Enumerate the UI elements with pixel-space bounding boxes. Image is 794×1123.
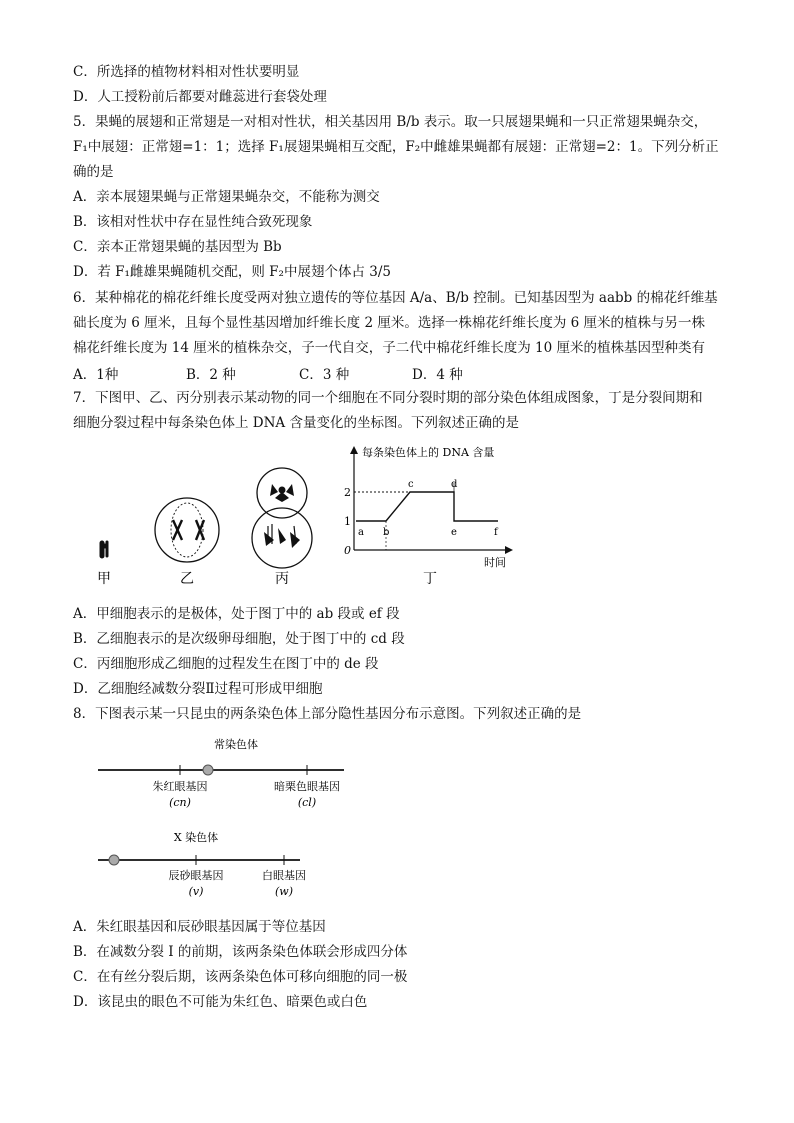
q5-option-d: D．若 F₁雌雄果蝇随机交配，则 F₂中展翅个体占 3/5 [73,264,391,280]
q5-stem-line3: 确的是 [73,164,114,180]
q7-figure [0,440,794,600]
gene-cl-symbol: (cl) [297,796,317,809]
label-bing: 丙 [275,571,289,587]
q7-option-a: A．甲细胞表示的是极体，处于图丁中的 ab 段或 ef 段 [73,606,400,622]
gene-w-symbol: (w) [275,885,293,898]
label-jia: 甲 [97,571,111,587]
q8-figure [0,732,794,902]
q8-option-a: A．朱红眼基因和辰砂眼基因属于等位基因 [73,919,326,935]
q6-option-c: C．3 种 [299,367,350,383]
q8-option-b: B．在减数分裂 I 的前期，该两条染色体联会形成四分体 [73,944,408,960]
graph-title: 每条染色体上的 DNA 含量 [362,446,495,459]
q8-stem: 8．下图表示某一只昆虫的两条染色体上部分隐性基因分布示意图。下列叙述正确的是 [73,706,582,722]
x-axis-label: 时间 [484,556,506,569]
q5-option-c: C．亲本正常翅果蝇的基因型为 Bb [73,239,282,255]
cell-bing [252,468,312,568]
q4-option-c: C．所选择的植物材料相对性状要明显 [73,64,300,80]
y-tick-2: 2 [344,486,351,499]
point-e: e [451,527,457,538]
x-chromosome-title: X 染色体 [173,831,219,844]
q5-stem-line1: 5．果蝇的展翅和正常翅是一对相对性状，相关基因用 B/b 表示。取一只展翅果蝇和一只正常翅果蝇杂交， [73,114,708,130]
q5-stem-line2: F₁中展翅：正常翅=1：1；选择 F₁展翅果蝇相互交配，F₂中雌雄果蝇都有展翅：正常翅=2：1。下列分析正 [73,139,719,155]
cell-yi [155,498,219,562]
q5-option-b: B．该相对性状中存在显性纯合致死现象 [73,214,313,230]
autosome-diagram [98,737,344,809]
gene-cn-symbol: (cn) [169,796,191,809]
y-tick-1: 1 [344,515,351,528]
point-f: f [494,527,498,538]
autosome-title: 常染色体 [214,738,258,751]
x-chromosome-diagram [98,830,306,898]
q7-stem-line1: 7．下图甲、乙、丙分别表示某动物的同一个细胞在不同分裂时期的部分染色体组成图象，丁是分裂间期和 [73,390,703,406]
cell-jia-chromosomes [100,541,108,558]
dna-curve [356,492,498,521]
q8-option-d: D．该昆虫的眼色不可能为朱红色、暗栗色或白色 [73,994,368,1010]
point-d: d [451,479,458,490]
q4-option-d: D．人工授粉前后都要对雌蕊进行套袋处理 [73,89,327,105]
q8-option-c: C．在有丝分裂后期，该两条染色体可移向细胞的同一极 [73,969,408,985]
q6-option-a: A．1种 [73,367,119,383]
q7-stem-line2: 细胞分裂过程中每条染色体上 DNA 含量变化的坐标图。下列叙述正确的是 [73,415,519,431]
x-axis-arrow [505,546,513,554]
autosome-centromere [203,765,213,775]
graph-origin: 0 [344,544,351,557]
point-c: c [408,479,414,490]
q6-stem-line1: 6．某种棉花的棉花纤维长度受两对独立遗传的等位基因 A/a、B/b 控制。已知基因型为 aabb 的棉花纤维基 [73,290,718,306]
q6-options-row [73,366,463,384]
q7-option-b: B．乙细胞表示的是次级卵母细胞，处于图丁中的 cd 段 [73,631,405,647]
gene-cn-label: 朱红眼基因 [152,780,208,793]
q6-stem-line3: 棉花纤维长度为 14 厘米的植株杂交，子一代自交，子二代中棉花纤维长度为 10 厘米的植株基因型种类有 [73,340,706,356]
q6-option-b: B．2 种 [186,367,236,383]
q5-option-a: A．亲本展翅果蝇与正常翅果蝇杂交，不能称为测交 [73,189,380,205]
gene-cl-label: 暗栗色眼基因 [274,780,340,793]
label-yi: 乙 [180,571,194,587]
q6-option-d: D．4 种 [412,367,463,383]
q6-stem-line2: 础长度为 6 厘米，且每个显性基因增加纤维长度 2 厘米。选择一株棉花纤维长度为 6 厘米的植株与另一株 [73,315,706,331]
q7-option-d: D．乙细胞经减数分裂Ⅱ过程可形成甲细胞 [73,681,323,697]
q7-option-c: C．丙细胞形成乙细胞的过程发生在图丁中的 de 段 [73,656,379,672]
point-b: b [383,527,390,538]
gene-w-label: 白眼基因 [262,869,306,882]
gene-v-symbol: (v) [188,885,204,898]
dna-content-graph [344,445,513,569]
label-ding: 丁 [423,571,437,587]
x-chromosome-centromere [109,855,119,865]
gene-v-label: 辰砂眼基因 [168,869,224,882]
y-axis-arrow [350,446,358,454]
point-a: a [358,527,364,538]
